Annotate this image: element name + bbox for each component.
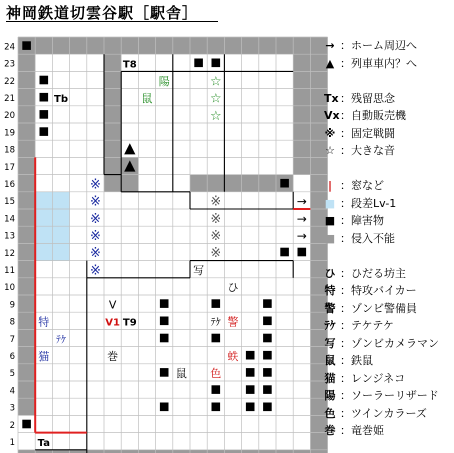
- legend-text: 段差Lv-1: [351, 196, 397, 210]
- legend-separator: ：: [340, 91, 351, 105]
- legend-symbol: Tx: [324, 91, 339, 105]
- obstacle: [160, 403, 169, 412]
- wall-cell: [104, 106, 121, 123]
- exit-arrow-icon: →: [296, 211, 307, 226]
- page-title: 神岡鉄道切雲谷駅［駅舎］: [6, 4, 199, 22]
- wall-cell: [293, 157, 310, 174]
- legend-symbol: 鼠: [324, 354, 336, 367]
- legend-item: [324, 40, 417, 52]
- wall-cell: [293, 54, 310, 71]
- y-axis-label: 14: [4, 214, 15, 225]
- legend-symbol: ■: [324, 196, 336, 210]
- wall-cell: [104, 71, 121, 88]
- y-axis-label: 3: [9, 403, 15, 414]
- obstacle: [212, 59, 221, 68]
- wall-cell: [104, 89, 121, 106]
- legend-item: [324, 145, 395, 157]
- obstacle: [160, 299, 169, 308]
- y-axis-label: 4: [9, 386, 15, 397]
- wall-cell: [18, 140, 35, 157]
- legend-separator: ：: [340, 336, 351, 350]
- wall-cell: [70, 37, 87, 54]
- legend-separator: ：: [340, 39, 351, 52]
- obstacle: [280, 179, 289, 188]
- wall-cell: [18, 54, 35, 71]
- wall-cell: [293, 37, 310, 54]
- fixed-battle-mark: ※: [210, 228, 222, 244]
- legend-text: 特攻バイカー: [351, 284, 417, 297]
- step-cell: [35, 209, 52, 226]
- y-axis-label: 15: [4, 197, 15, 208]
- obstacle: [40, 110, 49, 119]
- obstacle: [22, 420, 31, 429]
- legend-text: ソーラーリザード: [351, 389, 439, 402]
- wall-cell: [18, 381, 35, 398]
- fixed-battle-mark: ※: [89, 228, 101, 244]
- wall-cell: [18, 295, 35, 312]
- wall-cell: [35, 37, 52, 54]
- legend-separator: ：: [340, 144, 351, 157]
- obstacle: [263, 299, 272, 308]
- y-axis-label: 21: [4, 93, 15, 104]
- legend-separator: ：: [340, 406, 351, 420]
- loud-noise-star: ☆: [209, 91, 222, 107]
- loud-noise-star: ☆: [209, 108, 222, 124]
- legend-item: [324, 180, 384, 192]
- legend-item: [324, 58, 417, 70]
- map-label-Tb: Tb: [54, 94, 68, 106]
- wall-cell: [18, 278, 35, 295]
- wall-cell: [121, 175, 138, 192]
- legend-separator: ：: [340, 266, 351, 280]
- legend-separator: ：: [340, 301, 351, 315]
- legend-text: 自動販売機: [351, 109, 406, 122]
- y-axis-label: 1: [9, 437, 15, 448]
- wall-cell: [18, 243, 35, 260]
- wall-cell: [121, 37, 138, 54]
- obstacle: [212, 299, 221, 308]
- obstacle: [263, 403, 272, 412]
- wall-cell: [18, 89, 35, 106]
- legend-symbol: 陽: [324, 389, 336, 402]
- obstacle: [40, 127, 49, 136]
- legend-item: [324, 215, 384, 227]
- legend-item: [324, 425, 384, 437]
- y-axis-label: 11: [4, 265, 15, 276]
- legend-symbol: →: [325, 39, 335, 52]
- y-axis-label: 12: [4, 248, 15, 259]
- y-axis-label: 22: [4, 76, 15, 87]
- wall-cell: [52, 37, 69, 54]
- wall-cell: [224, 37, 241, 54]
- legend-item: [324, 355, 373, 367]
- wall-cell: [242, 175, 259, 192]
- legend-separator: ：: [340, 354, 351, 367]
- legend-separator: ：: [340, 126, 351, 140]
- wall-cell: [259, 37, 276, 54]
- map-label-nezu2: 鼠: [175, 367, 187, 381]
- obstacle: [263, 334, 272, 343]
- legend-item: [324, 408, 427, 420]
- fixed-battle-mark: ※: [89, 177, 101, 193]
- legend-symbol: ■: [324, 231, 336, 245]
- wall-cell: [104, 175, 121, 192]
- legend-text: 大きな音: [351, 144, 395, 157]
- legend-item: [324, 268, 406, 280]
- y-axis-label: 18: [4, 145, 15, 156]
- legend-item: [324, 233, 395, 245]
- legend-item: [324, 110, 406, 122]
- wall-cell: [18, 312, 35, 329]
- map-label-kei: 警: [227, 315, 239, 329]
- obstacle: [298, 248, 307, 257]
- map-label-sha: 写: [193, 264, 205, 278]
- wall-cell: [18, 123, 35, 140]
- wall-cell: [18, 209, 35, 226]
- map-label-yo: 陽: [158, 74, 170, 88]
- map-label-neko: 猫: [38, 350, 50, 364]
- legend-separator: ：: [340, 319, 351, 332]
- legend-item: [324, 373, 405, 385]
- legend-symbol: ■: [324, 214, 336, 227]
- fixed-battle-mark: ※: [89, 263, 101, 279]
- obstacle: [160, 317, 169, 326]
- legend-symbol: ▲: [325, 56, 335, 70]
- legend-text: ゾンビ警備員: [351, 301, 417, 315]
- loud-noise-star: ☆: [209, 74, 222, 90]
- legend-separator: ：: [340, 214, 351, 227]
- legend-symbol: 巻: [324, 424, 336, 437]
- obstacle: [280, 248, 289, 257]
- fixed-battle-mark: ※: [89, 194, 101, 210]
- wall-cell: [173, 37, 190, 54]
- fixed-battle-mark: ※: [210, 246, 222, 262]
- legend-symbol: 猫: [324, 371, 336, 385]
- step-cell: [52, 243, 69, 260]
- map-label-cho: 蛈: [227, 350, 239, 364]
- legend-item: [324, 93, 395, 105]
- legend-symbol: 色: [324, 406, 336, 420]
- wall-cell: [18, 347, 35, 364]
- y-axis-label: 7: [9, 334, 15, 345]
- fixed-battle-mark: ※: [89, 211, 101, 227]
- legend-text: 固定戦闘: [351, 126, 395, 140]
- legend-symbol: ひ: [324, 266, 336, 280]
- legend-item: [324, 338, 439, 350]
- obstacle: [246, 368, 255, 377]
- legend-separator: ：: [340, 284, 351, 297]
- legend-item: [324, 285, 417, 297]
- step-cell: [52, 209, 69, 226]
- wall-cell: [138, 37, 155, 54]
- map-label-T9: T9: [122, 317, 137, 329]
- legend-separator: ：: [340, 179, 351, 192]
- map-label-T8: T8: [122, 59, 137, 71]
- y-axis-label: 6: [9, 351, 15, 362]
- wall-cell: [18, 329, 35, 346]
- legend-separator: ：: [340, 424, 351, 437]
- wall-cell: [18, 364, 35, 381]
- wall-cell: [190, 37, 207, 54]
- wall-cell: [293, 140, 310, 157]
- opening-cell: [18, 433, 35, 450]
- step-cell: [35, 192, 52, 209]
- obstacle: [40, 93, 49, 102]
- wall-cell: [293, 71, 310, 88]
- map-label-teke2: ﾃｹ: [210, 317, 221, 329]
- wall-cell: [242, 37, 259, 54]
- wall-cell: [18, 192, 35, 209]
- wall-cell: [18, 261, 35, 278]
- wall-cell: [156, 37, 173, 54]
- obstacle: [263, 317, 272, 326]
- wall-cell: [104, 123, 121, 140]
- wall-cell: [293, 106, 310, 123]
- legend-text: ツインカラーズ: [351, 406, 427, 420]
- map-label-V1: V1: [105, 317, 120, 329]
- legend-symbol: |: [327, 179, 333, 192]
- obstacle: [246, 385, 255, 394]
- wall-cell: [104, 37, 121, 54]
- wall-cell: [18, 226, 35, 243]
- legend-symbol: ※: [324, 126, 336, 140]
- y-axis-label: 16: [4, 179, 15, 190]
- y-axis-label: 9: [9, 300, 15, 311]
- legend-item: [324, 163, 340, 175]
- y-axis-label: 17: [4, 162, 15, 173]
- legend-symbol: Vx: [324, 109, 340, 122]
- wall-cell: [207, 175, 224, 192]
- wall-cell: [87, 37, 104, 54]
- wall-cell: [276, 37, 293, 54]
- wall-cell: [18, 71, 35, 88]
- fixed-battle-mark: ※: [210, 211, 222, 227]
- obstacle: [246, 403, 255, 412]
- obstacle: [263, 351, 272, 360]
- legend-text: 鉄鼠: [351, 354, 373, 367]
- wall-cell: [207, 37, 224, 54]
- wall-cell: [104, 140, 121, 157]
- fixed-battle-mark: ※: [210, 194, 222, 210]
- obstacle: [160, 368, 169, 377]
- y-axis-label: 8: [9, 317, 15, 328]
- wall-cell: [190, 175, 207, 192]
- map-label-hi: ひ: [227, 281, 239, 295]
- legend-item: [324, 198, 396, 210]
- step-cell: [52, 192, 69, 209]
- step-cell: [52, 226, 69, 243]
- wall-cell: [104, 157, 121, 174]
- obstacle: [212, 403, 221, 412]
- legend-text: 列車車内？へ: [351, 56, 417, 70]
- obstacle: [212, 334, 221, 343]
- obstacle: [212, 385, 221, 394]
- step-cell: [35, 226, 52, 243]
- y-axis-label: 2: [9, 420, 15, 431]
- legend-separator: ：: [340, 56, 351, 70]
- legend-symbol: ﾃｹ: [324, 319, 336, 332]
- y-axis-label: 20: [4, 111, 15, 122]
- map-label-ken: 巻: [107, 350, 119, 364]
- map-label-tekete: ﾃｹ: [56, 334, 66, 346]
- y-axis-label: 5: [9, 369, 15, 380]
- map-label-iro: 色: [210, 367, 222, 381]
- legend-text: ひだる坊主: [351, 266, 406, 280]
- legend-symbol: 写: [324, 336, 336, 350]
- wall-cell: [293, 123, 310, 140]
- legend-text: 障害物: [351, 214, 384, 227]
- obstacle: [263, 385, 272, 394]
- wall-cell: [18, 175, 35, 192]
- legend-separator: ：: [340, 196, 351, 210]
- legend-symbol: 特: [324, 284, 336, 297]
- wall-cell: [104, 54, 121, 71]
- wall-cell: [18, 106, 35, 123]
- wall-cell: [293, 89, 310, 106]
- exit-arrow-icon: →: [296, 194, 307, 209]
- step-cell: [35, 243, 52, 260]
- legend-item: [324, 250, 340, 262]
- fixed-battle-mark: ※: [89, 246, 101, 262]
- legend-separator: ：: [340, 231, 351, 245]
- obstacle: [246, 351, 255, 360]
- legend-text: 残留思念: [351, 91, 395, 105]
- legend-item: [324, 320, 394, 332]
- legend-symbol: 警: [324, 301, 336, 315]
- obstacle: [263, 368, 272, 377]
- y-axis-label: 23: [4, 59, 15, 70]
- legend-item: [324, 75, 340, 87]
- legend-separator: ：: [340, 109, 351, 122]
- y-axis-label: 19: [4, 128, 15, 139]
- obstacle: [194, 59, 203, 68]
- y-axis-label: 10: [4, 283, 15, 294]
- wall-cell: [224, 175, 241, 192]
- map-label-V: V: [108, 298, 117, 312]
- legend-text: レンジネコ: [351, 371, 406, 385]
- legend-separator: ：: [340, 389, 351, 402]
- wall-cell: [259, 175, 276, 192]
- legend-text: 侵入不能: [351, 231, 395, 245]
- legend-text: 竜巻姫: [351, 424, 384, 437]
- legend-text: テケテケ: [351, 319, 394, 332]
- exit-arrow-icon: →: [296, 228, 307, 243]
- y-axis-label: 13: [4, 231, 15, 242]
- train-icon: [124, 143, 135, 154]
- obstacle: [40, 76, 49, 85]
- y-axis-label: 24: [4, 42, 15, 53]
- legend-text: ゾンビカメラマン: [351, 336, 439, 350]
- obstacle: [160, 334, 169, 343]
- legend-text: ホーム周辺へ: [351, 39, 417, 52]
- legend-item: [324, 128, 395, 140]
- map-label-toku: 特: [38, 315, 50, 329]
- map-label-nezu1: 鼠: [141, 92, 153, 106]
- map-label-Ta: Ta: [37, 438, 50, 450]
- legend-item: [324, 390, 439, 402]
- legend-symbol: ☆: [325, 144, 335, 157]
- legend-text: 窓など: [351, 179, 384, 192]
- legend-item: [324, 303, 417, 315]
- obstacle: [22, 41, 31, 50]
- wall-cell: [18, 157, 35, 174]
- legend-separator: ：: [340, 371, 351, 385]
- wall-cell: [18, 398, 35, 415]
